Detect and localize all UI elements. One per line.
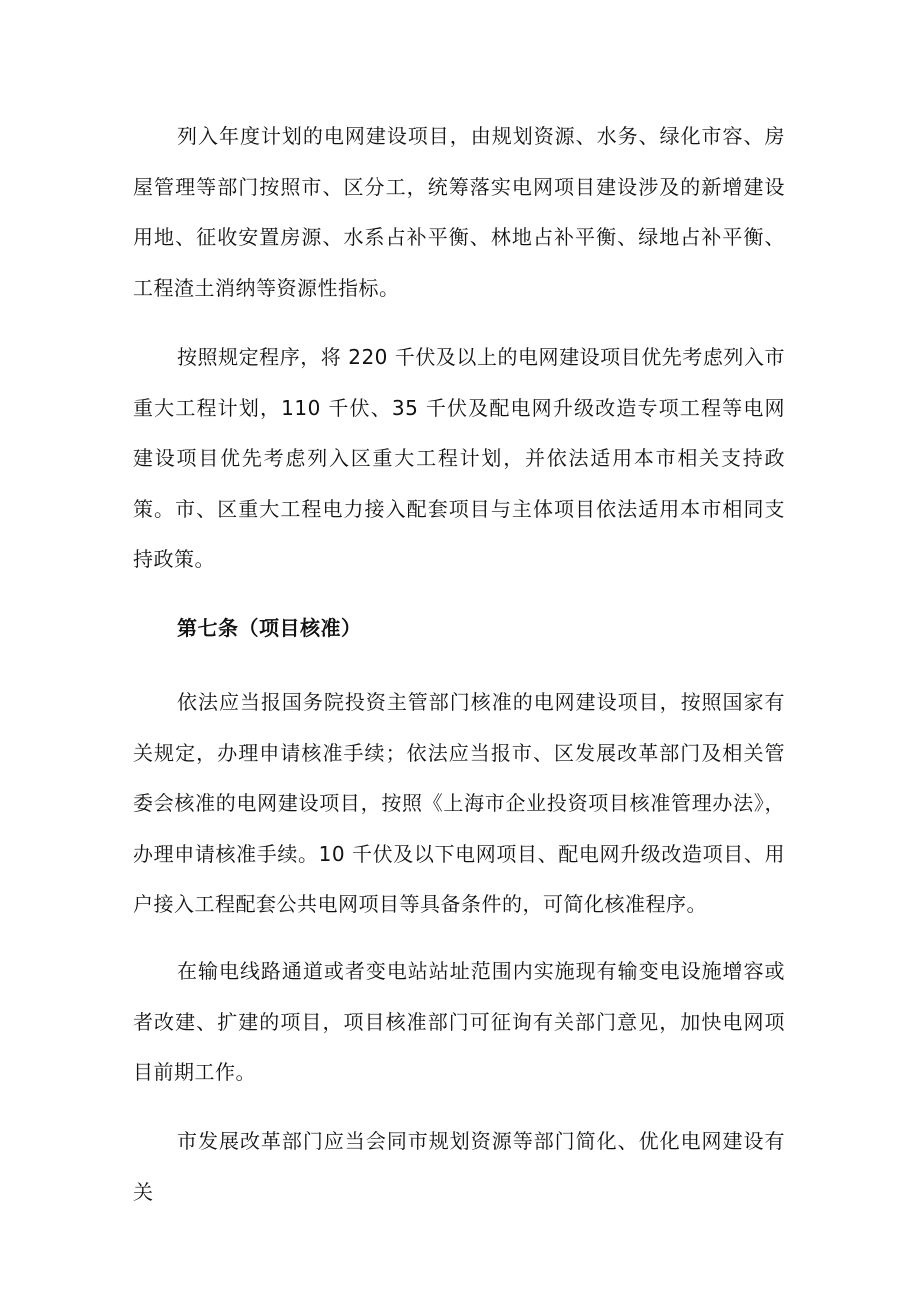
article-7-heading: 第七条（项目核准） xyxy=(177,616,362,640)
paragraph-capacity-expansion: 在输电线路通道或者变电站站址范围内实施现有输变电设施增容或者改建、扩建的项目，项目核准部门可征询有关部门意见，加快电网项目前期工作。 xyxy=(133,959,785,1084)
paragraph-major-projects: 按照规定程序，将 220 千伏及以上的电网建设项目优先考虑列入市重大工程计划，110 千伏、35 千伏及配电网升级改造专项工程等电网建设项目优先考虑列入区重大工程计划，并依法适用本市相关支持政策。市、区重大工程电力接入配套项目与主体项目依法适用本市相同支持政策。 xyxy=(133,345,785,571)
paragraph-resource-indicators: 列入年度计划的电网建设项目，由规划资源、水务、绿化市容、房屋管理等部门按照市、区分工，统筹落实电网项目建设涉及的新增建设用地、征收安置房源、水系占补平衡、林地占补平衡、绿地占补平衡、工程渣土消纳等资源性指标。 xyxy=(133,124,785,300)
paragraph-project-approval: 依法应当报国务院投资主管部门核准的电网建设项目，按照国家有关规定，办理申请核准手续；依法应当报市、区发展改革部门及相关管委会核准的电网建设项目，按照《上海市企业投资项目核准管理办法》，办理申请核准手续。10 千伏及以下电网项目、配电网升级改造项目、用户接入工程配套公共电网项目等具备条件的，可简化核准程序。 xyxy=(133,690,785,916)
paragraph-simplification: 市发展改革部门应当会同市规划资源等部门简化、优化电网建设有关 xyxy=(133,1129,785,1204)
